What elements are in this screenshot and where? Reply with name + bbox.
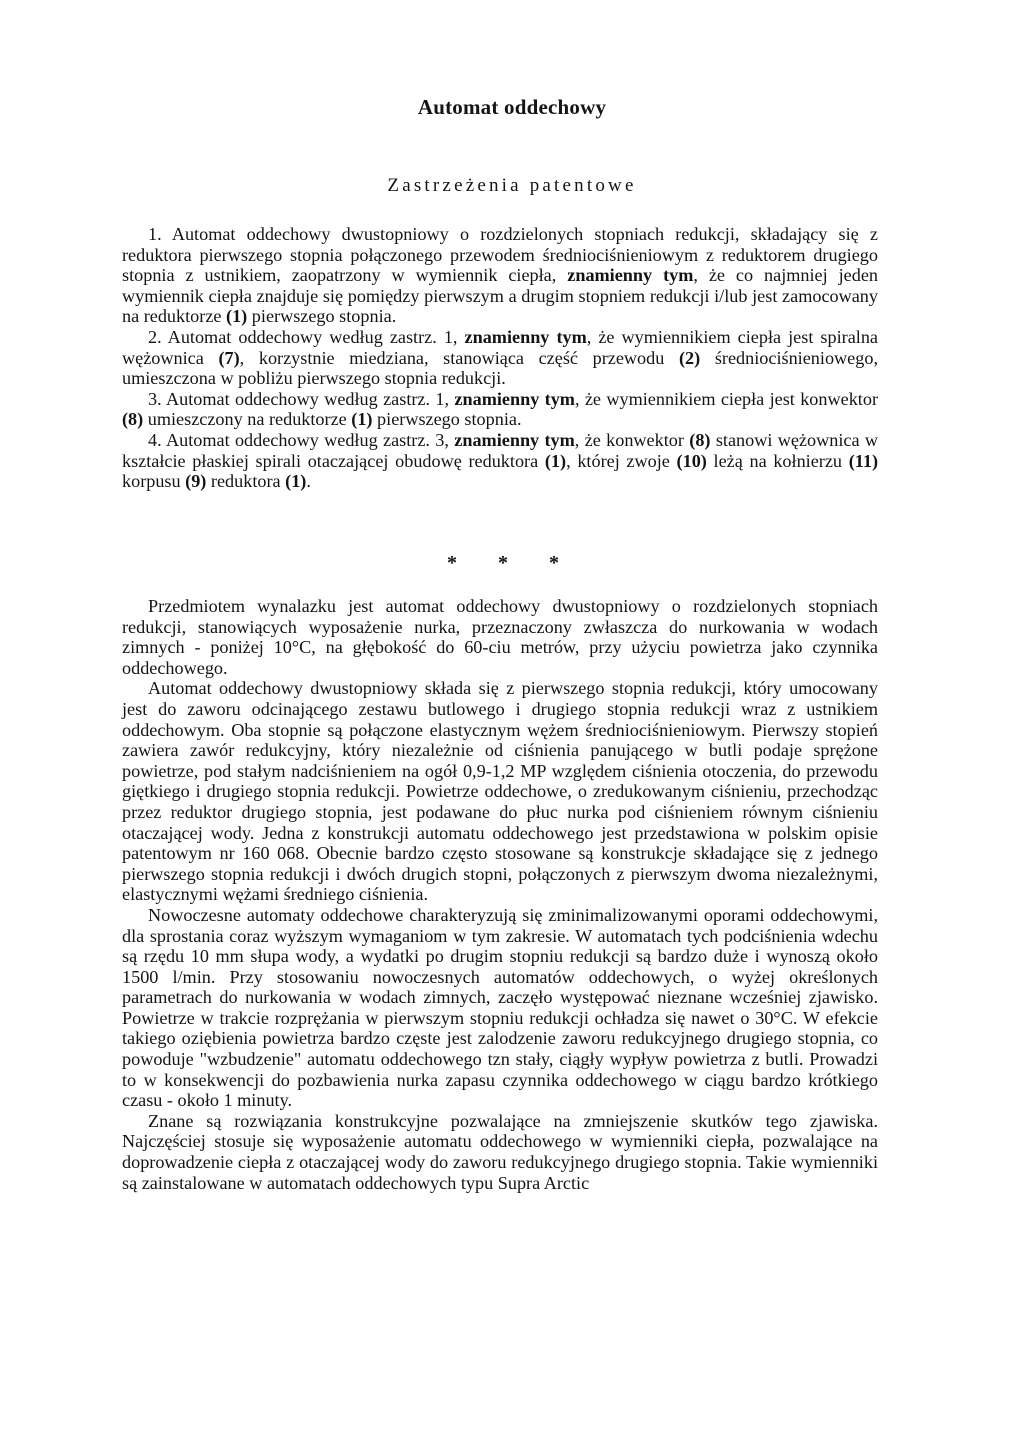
claims-section — [122, 224, 878, 492]
claim-emphasis: (1) — [226, 306, 248, 327]
claim-text: stanowi wężownica w kształcie płaskiej spirali otaczającej obudowę reduktora — [122, 429, 878, 471]
claim-text: 3. Automat oddechowy według zastrz. 1, — [148, 388, 455, 409]
claim-emphasis: znamienny tym — [567, 265, 694, 286]
claim-text: 1. Automat oddechowy dwustopniowy o rozdzielonych stopniach redukcji, składający się z reduktora pierwszego stopnia połączonego przewodem średniociśnieniowym z reduktorem drugiego stopnia z ustnikiem, zaopatrzony w wymiennik ciepła, — [122, 224, 878, 286]
claim-text: 2. Automat oddechowy według zastrz. 1, — [148, 326, 465, 347]
claim-emphasis: (2) — [678, 347, 701, 368]
description-paragraph: Nowoczesne automaty oddechowe charakteryzują się zminimalizowanymi oporami oddechowymi, dla sprostania coraz wyższym wymaganiom w tym zakresie. W automatach tych podciśnienia wdechu są rzędu 10 mm słupa wody, a wydatki po drugim stopniu redukcji są bardzo duże i wynoszą około 1500 l/min. Przy stosowaniu nowoczesnych automatów oddechowych, o wyżej określonych parametrach do nurkowania w wodach zimnych, zaczęło występować nieznane wcześniej zjawisko. Powietrze w trakcie rozprężania w pierwszym stopniu redukcji ochładza się nawet o 30°C. W efekcie takiego oziębienia powietrza bardzo częste jest zalodzenie zaworu redukcyjnego drugiego stopnia, co powoduje "wzbudzenie" automatu oddechowego tzn stały, ciągły wypływ powietrza z butli. Prowadzi to w konsekwencji do pozbawienia nurka zapasu czynnika oddechowego w ciągu bardzo krótkiego czasu - około 1 minuty. — [122, 904, 878, 1111]
claim-text: , że wymiennikiem ciepła jest spiralna wężownica — [122, 326, 879, 368]
document-title: Automat oddechowy — [417, 95, 607, 119]
claim-paragraph — [122, 430, 878, 492]
claim-emphasis: znamienny tym — [454, 429, 575, 450]
claim-text: średniociśnieniowego, umieszczona w pobliżu pierwszego stopnia redukcji. — [122, 347, 878, 389]
claim-text: umieszczony na reduktorze — [143, 409, 352, 430]
description-paragraph: Znane są rozwiązania konstrukcyjne pozwalające na zmniejszenie skutków tego zjawiska. Najczęściej stosuje się wyposażenie automatu oddechowego w wymienniki ciepła, pozwalające na doprowadzenie ciepła z otaczającej wody do zaworu redukcyjnego drugiego stopnia. Takie wymienniki są zainstalowane w automatach oddechowych typu Supra Arctic — [122, 1110, 878, 1193]
claim-emphasis: (7) — [218, 347, 240, 368]
claim-emphasis: (11) — [848, 450, 879, 471]
claim-paragraph — [122, 224, 878, 327]
claim-paragraph — [122, 327, 878, 389]
claim-text: korpusu — [122, 471, 186, 492]
claim-emphasis: (10) — [676, 450, 707, 471]
claim-text: , że konwektor — [574, 429, 690, 450]
claim-emphasis: (1) — [351, 409, 373, 430]
claim-emphasis: (1) — [544, 450, 567, 471]
claim-emphasis: znamienny tym — [464, 326, 587, 347]
description-paragraph: Przedmiotem wynalazku jest automat oddechowy dwustopniowy o rozdzielonych stopniach redukcji, stanowiących wyposażenie nurka, przeznaczony zwłaszcza do nurkowania w wodach zimnych - poniżej 10°C, na głębokość do 60-ciu metrów, przy użyciu powietrza jako czynnika oddechowego. — [122, 596, 878, 678]
claim-emphasis: (8) — [689, 429, 711, 450]
claim-text: leżą na kołnierzu — [706, 450, 849, 471]
description-section — [122, 596, 878, 1193]
claim-text: pierwszego stopnia. — [372, 409, 522, 430]
claim-text: reduktora — [206, 471, 286, 492]
description-paragraph: Automat oddechowy dwustopniowy składa się z pierwszego stopnia redukcji, który umocowany jest do zaworu odcinającego zestawu butlowego i drugiego stopnia redukcji wraz z ustnikiem oddechowym. Oba stopnie są połączone elastycznym wężem średniociśnieniowym. Pierwszy stopień zawiera zawór redukcyjny, który niezależnie od ciśnienia panującego w butli podaje sprężone powietrze, pod stałym nadciśnieniem na ogół 0,9-1,2 MP względem ciśnienia otoczenia, do przewodu giętkiego i drugiego stopnia redukcji. Powietrze oddechowe, o zredukowanym ciśnieniu, przechodząc przez reduktor drugiego stopnia, jest podawane do płuc nurka pod ciśnieniem równym ciśnieniu otaczającej wody. Jedna z konstrukcji automatu oddechowego jest przedstawiona w polskim opisie patentowym nr 160 068. Obecnie bardzo często stosowane są konstrukcje składające się z jednego pierwszego stopnia redukcji i dwóch drugich stopni, połączonych z pierwszym dwoma niezależnymi, elastycznymi wężami średniego ciśnienia. — [122, 678, 878, 905]
claim-text: , której zwoje — [566, 450, 677, 471]
section-separator: * * * — [447, 552, 577, 574]
claims-heading: Zastrzeżenia patentowe — [387, 175, 637, 196]
claim-text: . — [306, 471, 311, 492]
claim-emphasis: (9) — [185, 471, 207, 492]
claim-text: , korzystnie miedziana, stanowiąca część przewodu — [239, 347, 679, 368]
claim-text: pierwszego stopnia. — [247, 306, 397, 327]
claim-text: , że co najmniej jeden wymiennik ciepła znajduje się pomiędzy pierwszym a drugim stopniem redukcji i/lub jest zamocowany na reduktorze — [122, 265, 878, 327]
claim-emphasis: (1) — [285, 471, 307, 492]
claim-emphasis: znamienny tym — [454, 388, 575, 409]
claim-paragraph — [122, 389, 878, 430]
claim-text: 4. Automat oddechowy według zastrz. 3, — [148, 429, 455, 450]
claim-text: , że wymiennikiem ciepła jest konwektor — [574, 388, 878, 409]
claim-emphasis: (8) — [122, 409, 144, 430]
